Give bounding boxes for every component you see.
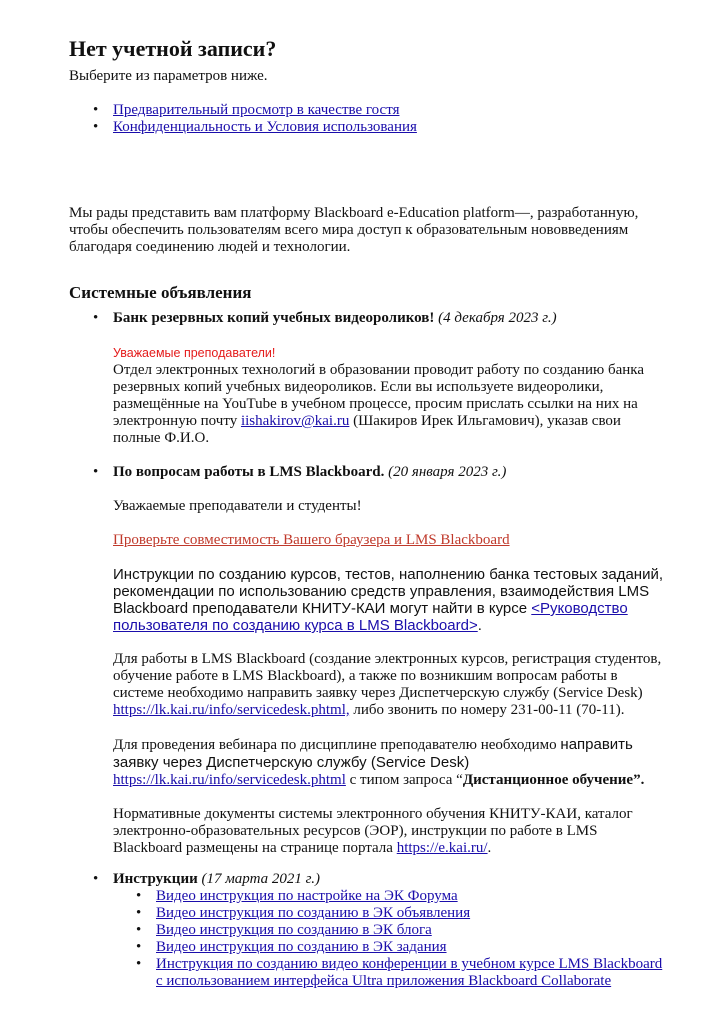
body-text: либо звонить по номеру 231-00-11 (70-11).: [353, 702, 625, 718]
body-text: Нормативные документы системы электронного обучения КНИТУ-КАИ, каталог электронно-образовательных ресурсов (ЭОР), инструкции по работе в LMS Blackboard размещены на странице портала: [113, 806, 633, 856]
announcement-title: Инструкции: [113, 871, 198, 887]
list-item: • Предварительный просмотр в качестве гостя: [93, 102, 400, 118]
announcements-title: Системные объявления: [69, 283, 252, 302]
announcement-body: [69, 498, 669, 857]
intro-text: Мы рады представить вам платформу Blackboard e-Education platform—, разработанную, чтобы обеспечить пользователям всего мира доступ к образовательным нововведениям благодаря соединению людей и технологии.: [69, 205, 639, 255]
servicedesk-link[interactable]: https://lk.kai.ru/info/servicedesk.phtml: [113, 772, 346, 788]
instruction-link[interactable]: Видео инструкция по настройке на ЭК Форума: [156, 888, 458, 904]
announcements-list: [69, 871, 669, 888]
list-item: • Видео инструкция по созданию в ЭК задания: [136, 939, 447, 955]
request-type: Дистанционное обучение”.: [462, 772, 645, 788]
user-guide-link[interactable]: <Руководство пользователя по созданию курса в LMS Blackboard>: [113, 600, 628, 634]
announcement: • По вопросам работы в LMS Blackboard. (20 января 2023 г.): [93, 464, 507, 480]
instruction-link[interactable]: Инструкция по созданию видео конференции в учебном курсе LMS Blackboard с использованием интерфейса Ultra приложения Blackboard Collaborate: [156, 956, 663, 989]
announcement-date: (17 марта 2021 г.): [201, 871, 321, 887]
body-text: (Шакиров Ирек Ильгамович), указав свои полные Ф.И.О.: [113, 413, 621, 446]
announcement: • Инструкции (17 марта 2021 г.): [93, 871, 321, 887]
announcement: • Банк резервных копий учебных видеороликов! (4 декабря 2023 г.): [93, 310, 557, 326]
announcement-date: (4 декабря 2023 г.): [438, 310, 557, 326]
list-item: • Инструкция по созданию видео конференции в учебном курсе LMS Blackboard с использованием интерфейса Ultra приложения Blackboard Collaborate: [136, 956, 663, 989]
greeting: Уважаемые преподаватели!: [113, 346, 276, 360]
announcement-title: По вопросам работы в LMS Blackboard.: [113, 464, 385, 480]
list-item: • Видео инструкция по созданию в ЭК объявления: [136, 905, 471, 921]
page-title: Нет учетной записи?: [69, 36, 277, 61]
instruction-link[interactable]: Видео инструкция по созданию в ЭК задания: [156, 939, 447, 955]
subtitle: Выберите из параметров ниже.: [69, 68, 268, 84]
list-item: • Видео инструкция по настройке на ЭК Форума: [136, 888, 458, 904]
account-options: [69, 102, 669, 136]
announcement-body: [69, 345, 669, 447]
instruction-link[interactable]: Видео инструкция по созданию в ЭК блога: [156, 922, 432, 938]
announcement-title: Банк резервных копий учебных видеороликов!: [113, 310, 435, 326]
punct: .: [477, 617, 482, 634]
instructions-list: [69, 888, 669, 990]
body-text: Для проведения вебинара по дисциплине преподавателю необходимо: [113, 737, 557, 753]
announcement-date: (20 января 2023 г.): [388, 464, 507, 480]
instruction-link[interactable]: Видео инструкция по созданию в ЭК объявления: [156, 905, 471, 921]
greeting: Уважаемые преподаватели и студенты!: [113, 498, 362, 514]
announcements-list: [69, 310, 669, 327]
email-link[interactable]: iishakirov@kai.ru: [240, 413, 350, 429]
body-text: Инструкции по созданию курсов, тестов, наполнению банка тестовых заданий, рекомендации по использованию средств управления, взаимодействия LMS Blackboard преподаватели КНИТУ-КАИ могут найти в курсе: [113, 566, 664, 617]
body-text: с типом запроса “: [349, 772, 463, 788]
page: [69, 36, 669, 990]
browser-compat-link[interactable]: Проверьте совместимость Вашего браузера и LMS Blackboard: [113, 532, 510, 548]
list-item: • Видео инструкция по созданию в ЭК блога: [136, 922, 432, 938]
portal-link[interactable]: https://e.kai.ru/: [396, 840, 488, 856]
privacy-terms-link[interactable]: Конфиденциальность и Условия использования: [113, 119, 417, 135]
body-text: Отдел электронных технологий в образовании проводит работу по созданию банка резервных копий учебных видеороликов. Если вы используете видеоролики, размещённые на YouTube в учебном процессе, просим прислать ссылки на них на электронную почту: [113, 362, 645, 429]
announcements-list: [69, 464, 669, 481]
servicedesk-link[interactable]: https://lk.kai.ru/info/servicedesk.phtml,: [113, 702, 350, 718]
list-item: • Конфиденциальность и Условия использования: [93, 119, 417, 135]
guest-preview-link[interactable]: Предварительный просмотр в качестве гостя: [113, 102, 400, 118]
body-text: направить заявку через Диспетчерскую службу (Service Desk): [113, 736, 633, 771]
punct: .: [487, 840, 492, 856]
body-text: Для работы в LMS Blackboard (создание электронных курсов, регистрация студентов, обучение работе в LMS Blackboard), а также по возникшим вопросам работы в системе необходимо направить заявку через Диспетчерскую службу (Service Desk): [113, 651, 662, 701]
